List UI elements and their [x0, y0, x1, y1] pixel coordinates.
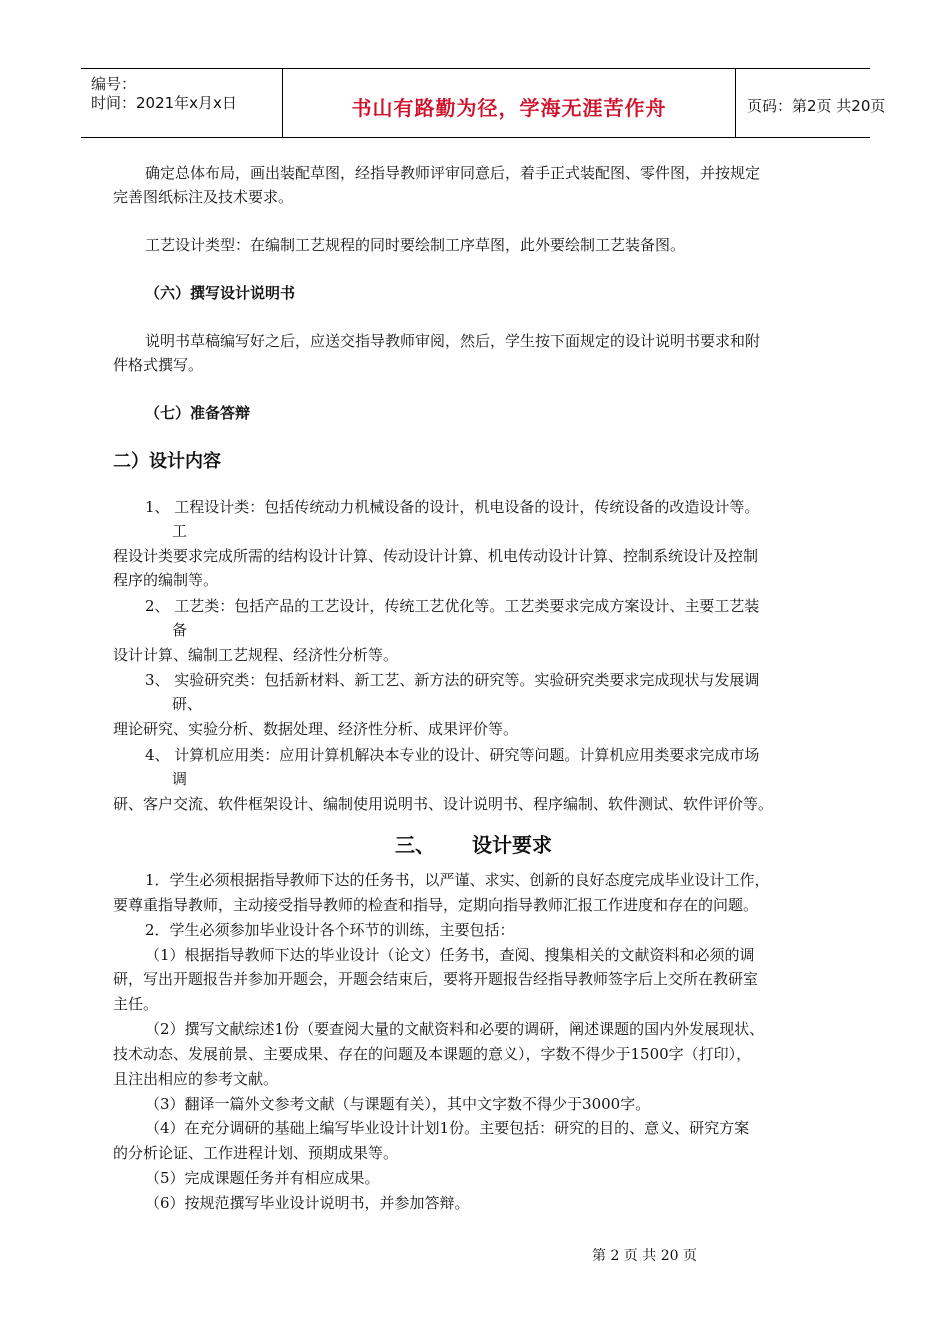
motto: 书山有路勤为径，学海无涯苦作舟 — [351, 96, 667, 120]
page-label: 页码：第2页 共20页 — [747, 97, 886, 115]
list-item: 1、 工程设计类：包括传统动力机械设备的设计，机电设备的设计，传统设备的改造设计等。 — [145, 498, 760, 516]
paragraph-line: 完善图纸标注及技术要求。 — [113, 188, 294, 206]
list-item-wrap: 调 — [172, 770, 188, 788]
requirement-line: （4）在充分调研的基础上编写毕业设计计划1份。主要包括：研究的目的、意义、研究方案 — [145, 1119, 750, 1137]
list-item: 3、 实验研究类：包括新材料、新工艺、新方法的研究等。实验研究类要求完成现状与发展调 — [145, 671, 760, 689]
list-item-cont: 研、客户交流、软件框架设计、编制使用说明书、设计说明书、程序编制、软件测试、软件评价等。 — [113, 795, 774, 813]
list-item: 4、 计算机应用类：应用计算机解决本专业的设计、研究等问题。计算机应用类要求完成市场 — [145, 746, 760, 764]
requirement-line: （1）根据指导教师下达的毕业设计（论文）任务书，查阅、搜集相关的文献资料和必须的调 — [145, 946, 755, 964]
list-item-cont: 程设计类要求完成所需的结构设计计算、传动设计计算、机电传动设计计算、控制系统设计及控制 — [113, 547, 759, 565]
header-table — [81, 68, 886, 138]
paragraph-line: 确定总体布局，画出装配草图，经指导教师评审同意后，着手正式装配图、零件图，并按规定 — [145, 164, 761, 182]
requirement-line: （6）按规范撰写毕业设计说明书，并参加答辩。 — [145, 1194, 470, 1212]
requirement-line: 技术动态、发展前景、主要成果、存在的问题及本课题的意义），字数不得少于1500字（打印）， — [113, 1045, 752, 1063]
header-page-cell — [735, 69, 886, 137]
section-three-title: 三、 设计要求 — [395, 833, 552, 857]
list-item-wrap: 研、 — [172, 695, 203, 713]
list-item-wrap: 备 — [172, 621, 188, 639]
header-info-cell — [81, 69, 282, 137]
requirement-line: （3）翻译一篇外文参考文献（与课题有关），其中文字数不得少于3000字。 — [145, 1095, 651, 1113]
number-label: 编号： — [91, 75, 137, 93]
requirement-line: 的分析论证、工作进程计划、预期成果等。 — [113, 1144, 399, 1162]
requirement-line: 2．学生必须参加毕业设计各个环节的训练，主要包括： — [145, 921, 515, 939]
requirement-line: 且注出相应的参考文献。 — [113, 1070, 279, 1088]
requirement-line: （2）撰写文献综述1份（要查阅大量的文献资料和必要的调研，阐述课题的国内外发展现状、 — [145, 1020, 765, 1038]
time-label: 时间：2021年x月x日 — [91, 94, 237, 112]
paragraph-line: 说明书草稿编写好之后，应送交指导教师审阅，然后，学生按下面规定的设计说明书要求和附 — [145, 332, 761, 350]
page-footer: 第 2 页 共 20 页 — [592, 1248, 697, 1264]
list-item-cont: 设计计算、编制工艺规程、经济性分析等。 — [113, 646, 399, 664]
heading-six: （六）撰写设计说明书 — [145, 284, 296, 302]
paragraph-line: 件格式撰写。 — [113, 356, 204, 374]
requirement-line: 主任。 — [113, 995, 159, 1013]
paragraph-line: 工艺设计类型：在编制工艺规程的同时要绘制工序草图，此外要绘制工艺装备图。 — [145, 236, 686, 254]
section-two-title: 二）设计内容 — [113, 451, 221, 472]
requirement-line: 1．学生必须根据指导教师下达的任务书，以严谨、求实、创新的良好态度完成毕业设计工作， — [145, 871, 770, 889]
requirement-line: 研，写出开题报告并参加开题会，开题会结束后，要将开题报告经指导教师签字后上交所在教研室 — [113, 970, 759, 988]
list-item-wrap: 工 — [172, 522, 188, 540]
header-motto-cell — [282, 69, 736, 137]
list-item: 2、 工艺类：包括产品的工艺设计，传统工艺优化等。工艺类要求完成方案设计、主要工艺装 — [145, 597, 760, 615]
list-item-cont: 程序的编制等。 — [113, 571, 219, 589]
requirement-line: 要尊重指导教师，主动接受指导教师的检查和指导，定期向指导教师汇报工作进度和存在的问题。 — [113, 896, 759, 914]
heading-seven: （七）准备答辩 — [145, 404, 251, 422]
requirement-line: （5）完成课题任务并有相应成果。 — [145, 1169, 380, 1187]
list-item-cont: 理论研究、实验分析、数据处理、经济性分析、成果评价等。 — [113, 720, 519, 738]
